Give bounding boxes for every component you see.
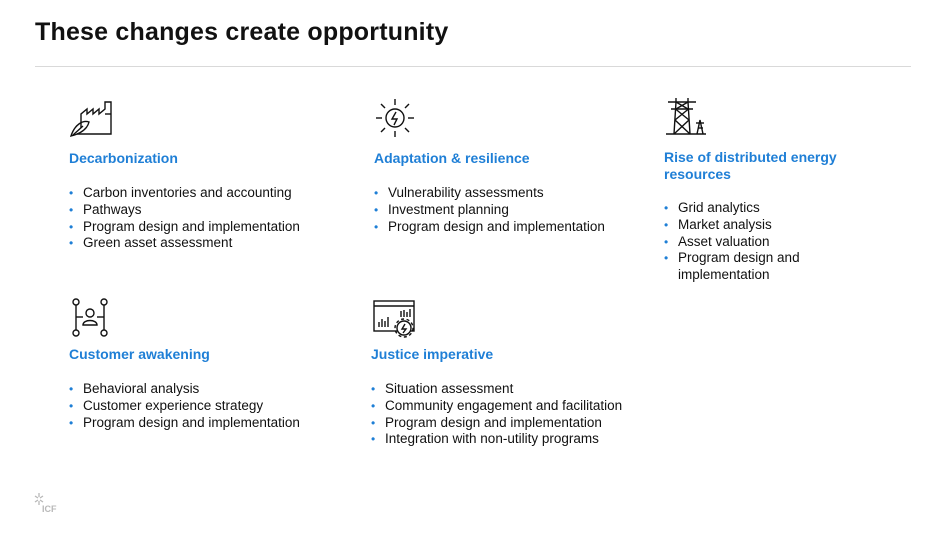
- list-item: • Vulnerability assessments: [374, 185, 644, 202]
- dashboard-gear-icon: [371, 298, 415, 338]
- list-item: • Community engagement and facilitation: [371, 398, 641, 415]
- list-item: • Carbon inventories and accounting: [69, 185, 339, 202]
- card-adaptation-resilience: [374, 98, 644, 235]
- list-item: • Asset valuation: [664, 234, 864, 251]
- factory-leaf-icon: [69, 98, 113, 138]
- card-customer-awakening: [69, 298, 339, 431]
- list-item: • Grid analytics: [664, 200, 864, 217]
- list-item: • Pathways: [69, 202, 339, 219]
- list-item: • Program design and implementation: [69, 219, 339, 236]
- logo-text: ICF: [42, 504, 57, 514]
- card-heading: Decarbonization: [69, 150, 178, 166]
- icf-logo: [34, 492, 64, 514]
- list-item: • Program design and implementation: [374, 219, 644, 236]
- transmission-tower-icon: [664, 96, 708, 136]
- sun-bolt-icon: [374, 98, 418, 138]
- card-list: [664, 200, 864, 284]
- list-item: • Market analysis: [664, 217, 864, 234]
- card-justice-imperative: [371, 298, 641, 448]
- card-heading: Rise of distributed energy resources: [664, 149, 837, 182]
- list-item: • Green asset assessment: [69, 235, 339, 252]
- list-item: • Investment planning: [374, 202, 644, 219]
- card-distributed-energy: [664, 96, 864, 284]
- title-divider: [35, 66, 911, 67]
- list-item: • Program design and implementation: [371, 415, 641, 432]
- customer-network-icon: [69, 298, 113, 338]
- list-item: • Program design and implementation: [69, 415, 339, 432]
- list-item: • Integration with non-utility programs: [371, 431, 641, 448]
- list-item: • Behavioral analysis: [69, 381, 339, 398]
- card-heading: Justice imperative: [371, 346, 494, 362]
- card-list: [69, 381, 339, 431]
- card-list: [69, 185, 339, 252]
- card-decarbonization: [69, 98, 339, 252]
- list-item: • Situation assessment: [371, 381, 641, 398]
- card-list: [371, 381, 641, 448]
- list-item: • Program design and implementation: [664, 250, 864, 284]
- card-heading: Adaptation & resilience: [374, 150, 530, 166]
- page-title: These changes create opportunity: [35, 18, 449, 46]
- list-item: • Customer experience strategy: [69, 398, 339, 415]
- card-heading: Customer awakening: [69, 346, 210, 362]
- card-list: [374, 185, 644, 235]
